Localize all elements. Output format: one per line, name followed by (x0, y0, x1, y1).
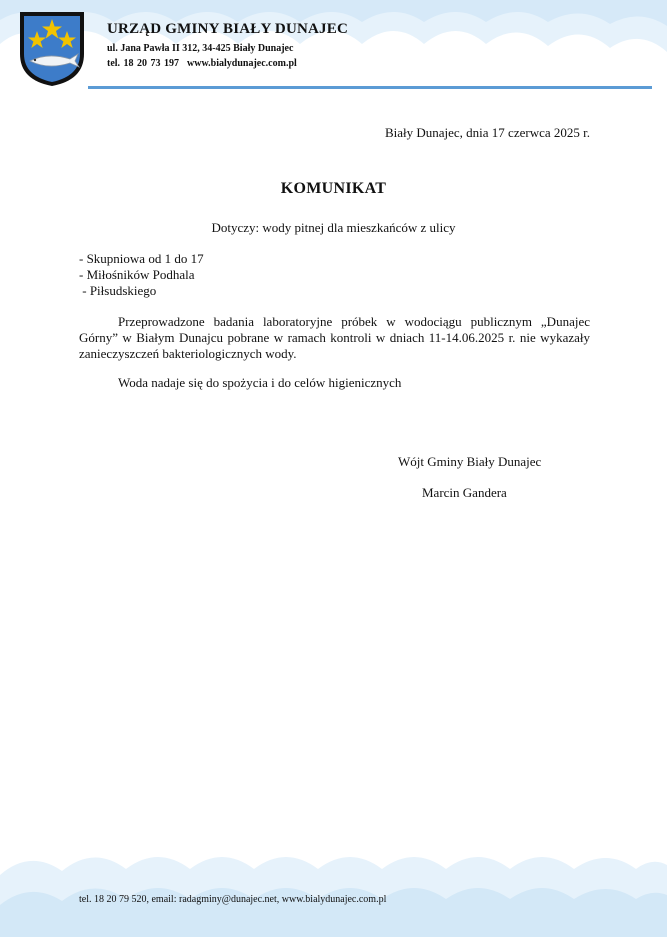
signature-role: Wójt Gminy Biały Dunajec (398, 454, 542, 469)
footer-wave-background (0, 845, 667, 937)
organization-address: ul. Jana Pawła II 312, 34-425 Biały Dunajec (107, 43, 294, 54)
signature-name: Marcin Gandera (422, 485, 507, 500)
organization-website: www.bialydunajec.com.pl (187, 58, 297, 69)
street-item: - Miłośników Podhala (79, 267, 195, 282)
street-item: - Piłsudskiego (79, 283, 157, 298)
coat-of-arms-icon (18, 10, 86, 88)
organization-name: URZĄD GMINY BIAŁY DUNAJEC (107, 21, 348, 37)
organization-contact (107, 58, 297, 69)
water-fitness-statement: Woda nadaje się do spożycia i do celów higienicznych (118, 375, 402, 390)
street-item: - Skupniowa od 1 do 17 (79, 251, 204, 266)
organization-phone: tel. 18 20 73 197 (107, 58, 180, 69)
document-subject: Dotyczy: wody pitnej dla mieszkańców z ulicy (211, 220, 456, 235)
document-date: Biały Dunajec, dnia 17 czerwca 2025 r. (384, 125, 590, 140)
header-wave-background (0, 0, 667, 90)
street-list (79, 251, 204, 299)
footer-contact: tel. 18 20 79 520, email: radagminy@dunajec.net, www.bialydunajec.com.pl (79, 894, 387, 905)
header-divider (88, 86, 652, 89)
document-title: KOMUNIKAT (280, 180, 387, 197)
announcement-paragraph: Przeprowadzone badania laboratoryjne próbek w wodociągu publicznym „Dunajec Górny” w Białym Dunajcu pobrane w ramach kontroli w dniach 11-14.06.2025 r. nie wykazały zanieczyszczeń bakteriologicznych wody. (79, 314, 590, 361)
